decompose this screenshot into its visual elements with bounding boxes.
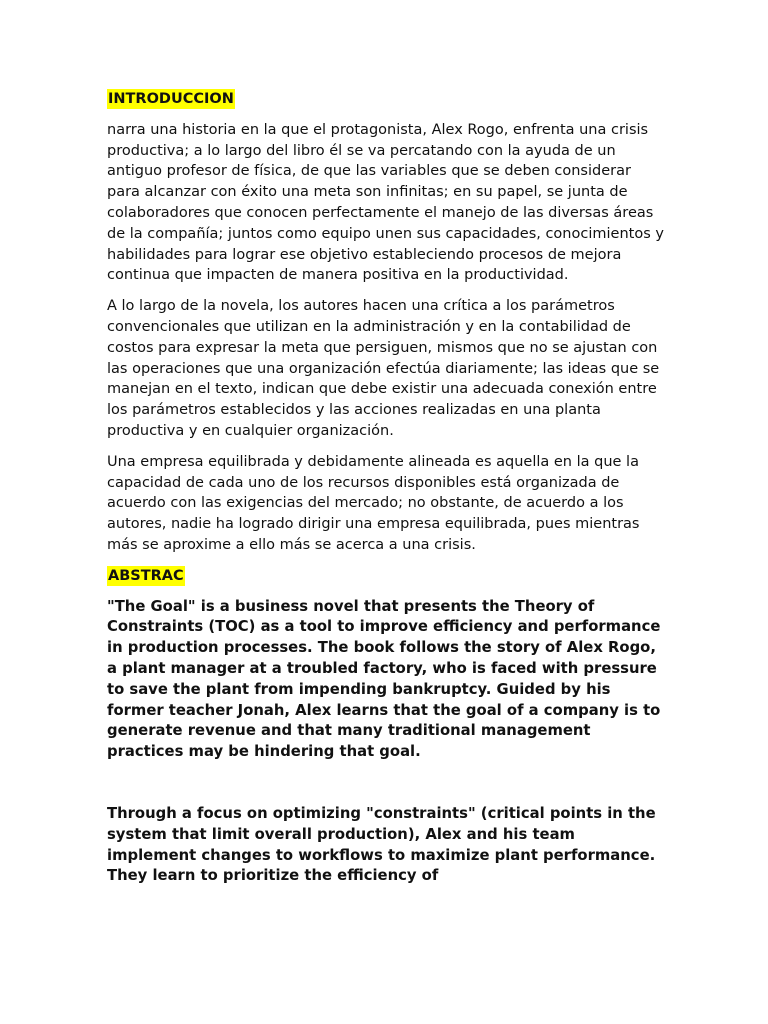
intro-paragraph-3: Una empresa equilibrada y debidamente alineada es aquella en la que la capacidad de cada uno de los recursos disponibles está organizada de acuerdo con las exigencias del mercado; no obstante, de acuerdo a los autores, nadie ha logrado dirigir una empresa equilibrada, pues mientras más se aproxime a ello más se acerca a una crisis. bbox=[107, 453, 640, 553]
abstract-paragraph-1: "The Goal" is a business novel that presents the Theory of Constraints (TOC) as a tool to improve efficiency and performance in production processes. The book follows the story of Alex Rogo, a plant manager at a troubled factory, who is faced with pressure to save the plant from impending bankruptcy. Guided by his former teacher Jonah, Alex learns that the goal of a company is to generate revenue and that many traditional management practices may be hindering that goal. bbox=[107, 597, 661, 761]
abstract-heading: ABSTRAC bbox=[108, 567, 184, 584]
abstract-paragraph-2: Through a focus on optimizing "constraints" (critical points in the system that limit overall production), Alex and his team implement changes to workflows to maximize plant performance. They learn to prioritize the efficiency of bbox=[107, 804, 656, 885]
intro-paragraph-2: A lo largo de la novela, los autores hacen una crítica a los parámetros convencionales que utilizan en la administración y en la contabilidad de costos para expresar la meta que persiguen, mismos que no se ajustan con las operaciones que una organización efectúa diariamente; las ideas que se manejan en el texto, indican que debe existir una adecuada conexión entre los parámetros establecidos y las acciones realizadas en una planta productiva y en cualquier organización. bbox=[107, 298, 660, 439]
intro-heading: INTRODUCCION bbox=[108, 91, 234, 107]
document-page bbox=[107, 89, 667, 897]
abstract-heading-wrap bbox=[107, 566, 667, 587]
intro-paragraph-1: narra una historia en la que el protagonista, Alex Rogo, enfrenta una crisis productiva; a lo largo del libro él se va percatando con la ayuda de un antiguo profesor de física, de que las variables que se deben considerar para alcanzar con éxito una meta son infinitas; en su papel, se junta de colaboradores que conocen perfectamente el manejo de las diversas áreas de la compañía; juntos como equipo unen sus capacidades, conocimientos y habilidades para lograr ese objetivo estableciendo procesos de mejora continua que impacten de manera positiva en la productividad. bbox=[107, 121, 664, 284]
intro-heading-wrap bbox=[107, 89, 667, 110]
